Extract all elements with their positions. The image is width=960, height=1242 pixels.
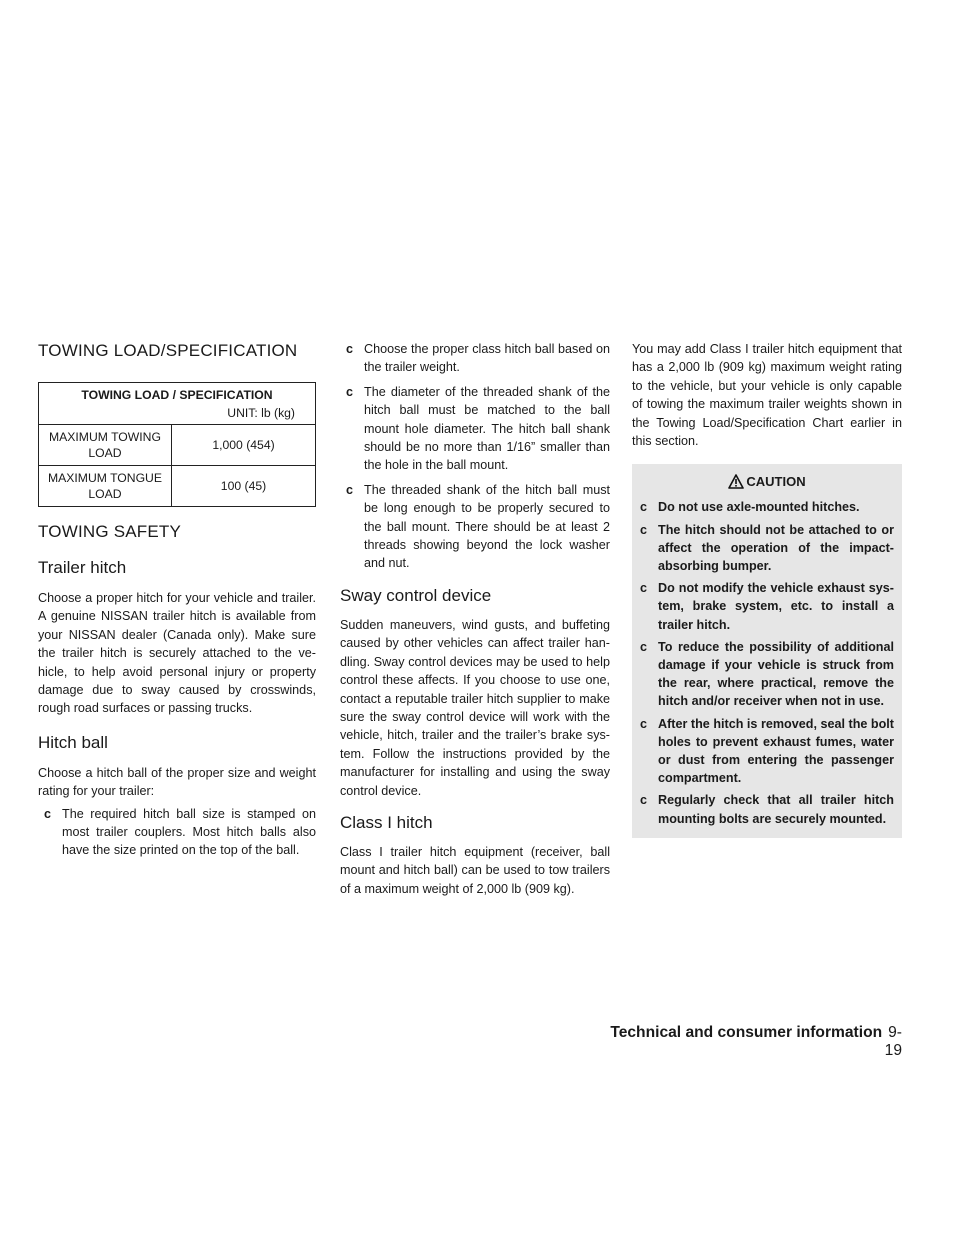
bullet-icon: c — [640, 793, 648, 808]
table-row-label — [39, 425, 172, 466]
caution-box — [632, 464, 902, 837]
label-line: LOAD — [88, 446, 122, 460]
list-item — [640, 521, 894, 576]
subheading-sway-control: Sway control device — [340, 585, 492, 605]
paragraph-class-hitch-intro: You may add Class I trailer hitch equipment that has a 2,000 lb (909 kg) maximum weight rating to the vehicle, but your vehicle is only capable of towing the maximum trailer weights shown in the Towing Load/Specification Chart earlier in this section. — [632, 342, 902, 449]
list-item — [340, 340, 610, 377]
list-item-text: Do not use axle-mounted hitches. — [658, 500, 860, 515]
list-item-text: Do not modify the vehicle exhaust sys- tem, brake system, etc. to install a trailer hitch. — [658, 581, 894, 632]
bullet-icon: c — [640, 716, 648, 731]
list-item-text: The diameter of the threaded shank of the hitch ball must be matched to the ball mount hole diameter. The hitch ball shank should be no more than 1/16” smaller than the hole in the ball mount. — [364, 384, 610, 473]
subheading-class-hitch: Class I hitch — [340, 812, 433, 832]
hitch-ball-list-continued — [340, 340, 610, 573]
table-title: TOWING LOAD / SPECIFICATION — [39, 383, 316, 404]
subheading-trailer-hitch: Trailer hitch — [38, 558, 127, 577]
label-line: MAXIMUM TOWING — [49, 430, 161, 444]
list-item — [38, 805, 316, 860]
subheading-hitch-ball: Hitch ball — [38, 732, 108, 752]
paragraph-hitch-ball: Choose a hitch ball of the proper size and weight rating for your trailer: — [38, 765, 316, 799]
list-item-text: Regularly check that all trailer hitch mounting bolts are securely mounted. — [658, 793, 894, 826]
list-item-text: After the hitch is removed, seal the bolt holes to prevent exhaust fumes, water or dust from entering the passenger compartment. — [658, 716, 894, 786]
bullet-icon: c — [640, 639, 648, 654]
list-item — [640, 579, 894, 634]
list-item — [640, 638, 894, 711]
table-row — [39, 425, 316, 466]
table-row-value: 100 (45) — [172, 466, 316, 507]
bullet-icon: c — [640, 581, 648, 596]
page-footer — [600, 1024, 902, 1060]
label-line: LOAD — [88, 487, 122, 501]
list-item-text: The required hitch ball size is stamped on most trailer couplers. Most hitch balls also have the size printed on the top of the ball. — [62, 806, 316, 858]
table-row-label — [39, 466, 172, 507]
list-item — [640, 791, 894, 827]
list-item-text: The hitch should not be attached to or affect the operation of the impact- absorbing bumper. — [658, 522, 894, 574]
list-item — [340, 481, 610, 573]
page-number: 9-19 — [884, 1024, 902, 1059]
list-item-text: To reduce the possibility of additional damage if your vehicle is struck from the rear, where practical, remove the hitch and/or receiver when not in use. — [658, 639, 894, 709]
towing-load-table — [38, 382, 316, 507]
column-left — [38, 340, 316, 860]
paragraph-class-hitch: Class I trailer hitch equipment (receiver, ball mount and hitch ball) can be used to tow trailers of a maximum weight of 2,000 lb (909 kg). — [340, 844, 610, 896]
bullet-icon: c — [346, 482, 354, 497]
list-item — [640, 498, 894, 516]
paragraph-trailer-hitch: Choose a proper hitch for your vehicle and trailer. A genuine NISSAN trailer hitch is available from your NISSAN dealer (Canada only). Make sure the trailer hitch is securely attached to the ve- hicle, to help avoid personal injury or property damage due to sway caused by crosswinds, rough road surfaces or passing trucks. — [38, 591, 316, 716]
bullet-icon: c — [346, 342, 354, 356]
bullet-icon: c — [640, 522, 648, 537]
table-row — [39, 466, 316, 507]
bullet-icon: c — [640, 500, 648, 515]
column-right — [632, 340, 902, 838]
caution-list — [640, 498, 894, 827]
column-middle — [340, 340, 610, 898]
caution-header — [640, 472, 894, 492]
warning-icon — [728, 474, 744, 489]
bullet-icon: c — [346, 384, 354, 399]
heading-towing-safety: TOWING SAFETY — [38, 522, 182, 541]
label-line: MAXIMUM TONGUE — [48, 471, 162, 485]
table-row-value: 1,000 (454) — [172, 425, 316, 466]
heading-towing-load-specification: TOWING LOAD/SPECIFICATION — [38, 341, 298, 360]
list-item-text: Choose the proper class hitch ball based on the trailer weight. — [364, 342, 610, 375]
list-item — [340, 383, 610, 475]
paragraph-sway-control: Sudden maneuvers, wind gusts, and buffeting caused by other vehicles can affect trailer han- dling. Sway control devices may be used to help control these affects. If you choose to use one, contact a reputable trailer hitch supplier to make sure the sway control device will work with the vehicle, hitch, trailer and the trailer’s brake sys- tem. Follow the instructions provided by the manufacturer for installing and using the sway control device. — [340, 617, 610, 798]
caution-title: CAUTION — [746, 474, 806, 490]
hitch-ball-list — [38, 805, 316, 860]
list-item-text: The threaded shank of the hitch ball must be long enough to be properly secured to the ball mount. There should be at least 2 threads showing beyond the lock washer and nut. — [364, 482, 610, 571]
table-unit: UNIT: lb (kg) — [39, 403, 316, 425]
bullet-icon: c — [44, 806, 52, 821]
list-item — [640, 715, 894, 788]
footer-section-title: Technical and consumer information — [610, 1024, 883, 1041]
